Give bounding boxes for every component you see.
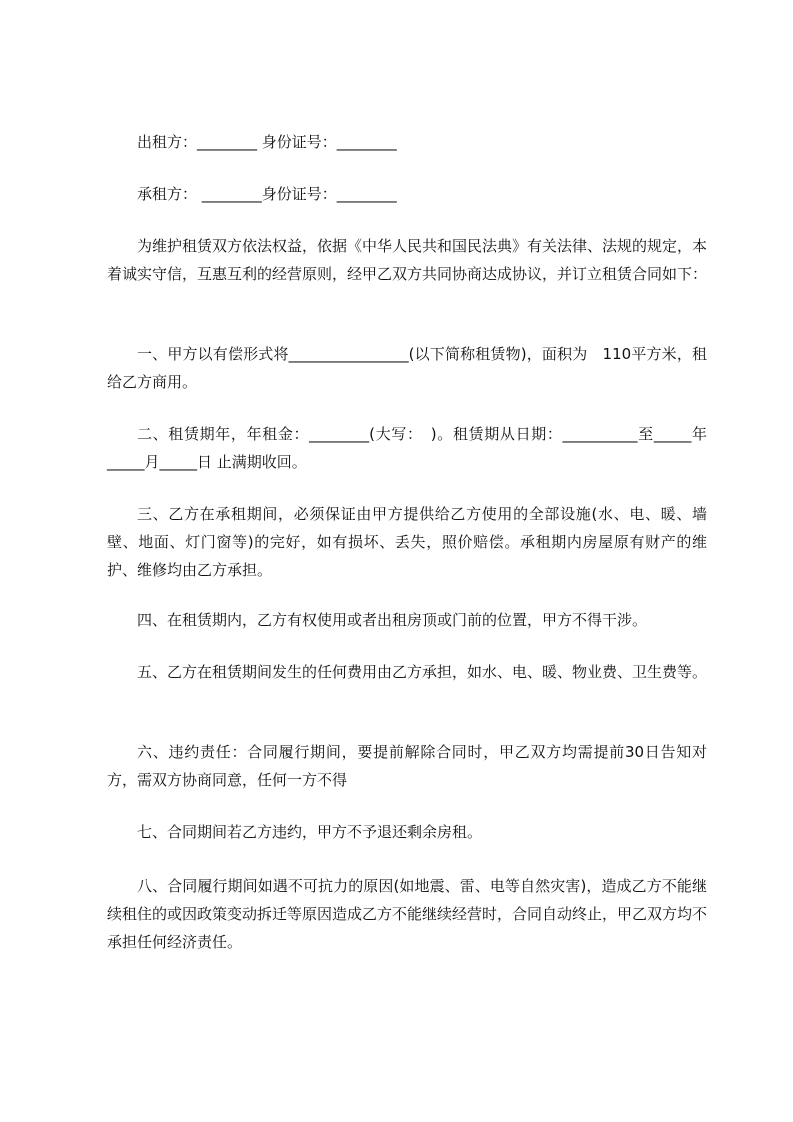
clause-8: 八、合同履行期间如遇不可抗力的原因(如地震、雷、电等自然灾害)，造成乙方不能继续租住的或因政策变动拆迁等原因造成乙方不能继续经营时，合同自动终止，甲乙双方均不承担任何经济责任。 xyxy=(107,877,708,951)
lessee-line: 承租方： ________身份证号：________ xyxy=(137,185,397,203)
clause-4: 四、在租赁期内，乙方有权使用或者出租房顶或门前的位置，甲方不得干涉。 xyxy=(137,611,648,629)
clause-3: 三、乙方在承租期间，必须保证由甲方提供给乙方使用的全部设施(水、电、暖、墙壁、地面、灯门窗等)的完好，如有损坏、丢失，照价赔偿。承租期内房屋原有财产的维护、维修均由乙方承担。 xyxy=(107,505,707,579)
clause-1: 一、甲方以有偿形式将________________(以下简称租赁物)，面积为 110平方米，租给乙方商用。 xyxy=(107,345,707,391)
clause-7: 七、合同期间若乙方违约，甲方不予退还剩余房租。 xyxy=(137,823,483,841)
clause-6: 六、违约责任：合同履行期间，要提前解除合同时，甲乙双方均需提前30日告知对方，需双方协商同意，任何一方不得 xyxy=(107,743,707,789)
clause-2: 二、租赁期年，年租金：________(大写： )。租赁期从日期：__________至_____年_____月_____日 止满期收回。 xyxy=(107,425,707,471)
clause-5: 五、乙方在租赁期间发生的任何费用由乙方承担，如水、电、暖、物业费、卫生费等。 xyxy=(137,663,708,681)
preamble-paragraph: 为维护租赁双方依法权益，依据《中华人民共和国民法典》有关法律、法规的规定，本着诚实守信，互惠互利的经营原则，经甲乙双方共同协商达成协议，并订立租赁合同如下： xyxy=(107,237,708,283)
lessor-line: 出租方：________ 身份证号：________ xyxy=(137,133,397,151)
